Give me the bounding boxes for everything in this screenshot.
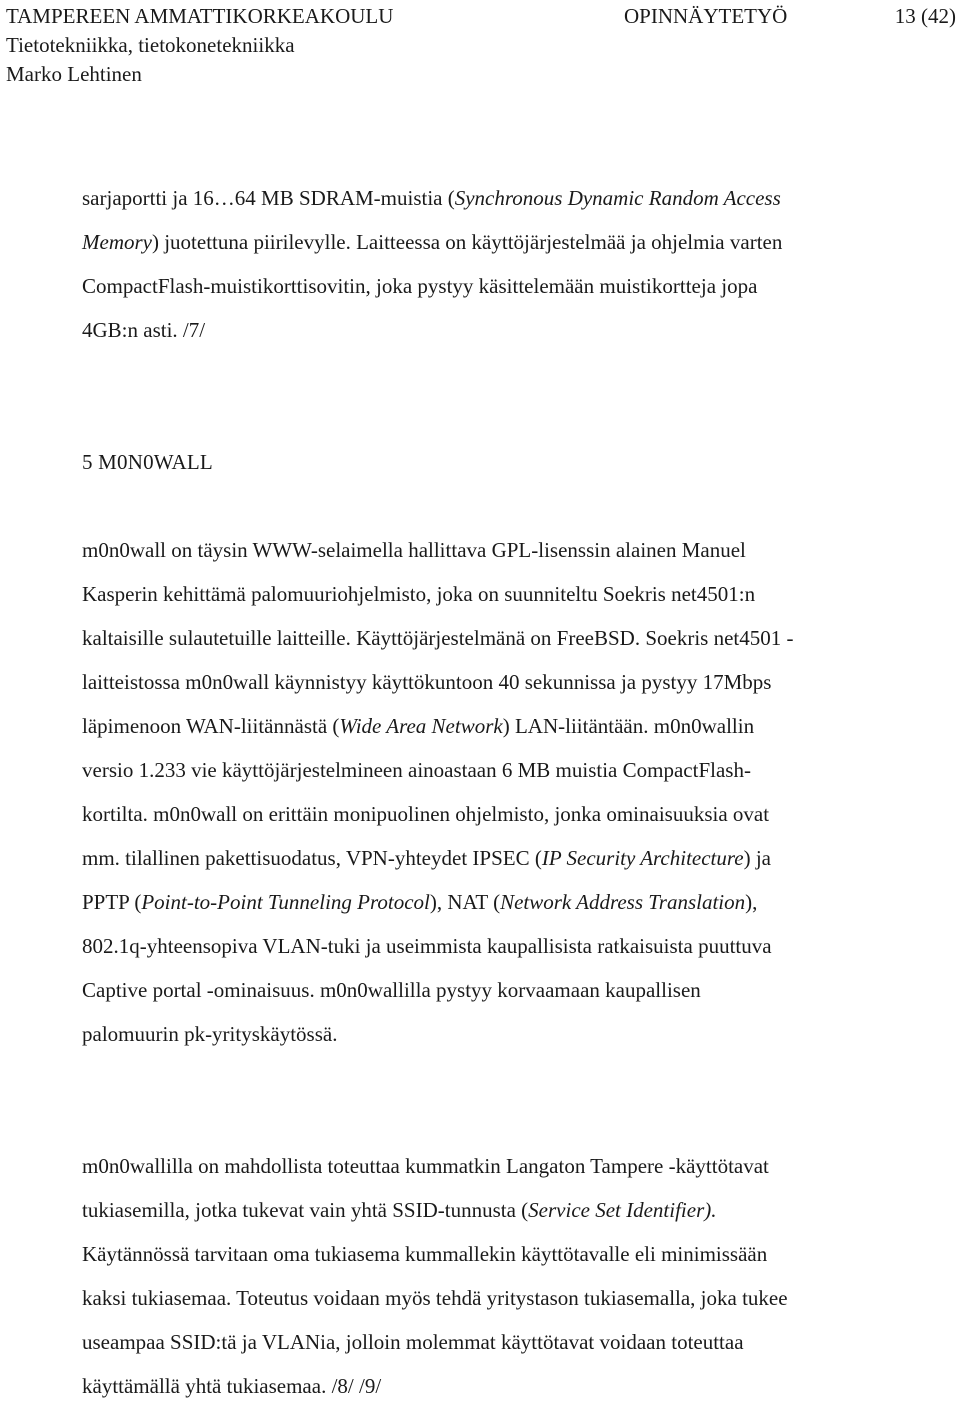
document-body [82,176,942,1408]
text-line: versio 1.233 vie käyttöjärjestelmineen ainoastaan 6 MB muistia CompactFlash- [82,758,751,782]
text-line: kaksi tukiasemaa. Toteutus voidaan myös tehdä yritystason tukiasemalla, joka tukee [82,1286,788,1310]
text-line: CompactFlash-muistikorttisovitin, joka pystyy käsittelemään muistikortteja jopa [82,274,758,298]
header-row-2 [6,29,956,58]
text-line: Captive portal -ominaisuus. m0n0wallilla pystyy korvaamaan kaupallisen [82,978,701,1002]
department: Tietotekniikka, tietokonetekniikka [6,33,295,57]
spacer [82,352,942,440]
spacer [82,484,942,528]
institution-name: TAMPEREEN AMMATTIKORKEAKOULU [6,4,394,28]
paragraph-3 [82,1144,942,1408]
author: Marko Lehtinen [6,62,142,86]
text-line: useampaa SSID:tä ja VLANia, jolloin molemmat käyttötavat voidaan toteuttaa [82,1330,744,1354]
text-line: 802.1q-yhteensopiva VLAN-tuki ja useimmista kaupallisista ratkaisuista puuttuva [82,934,772,958]
italic-term: IP Security Architecture [541,846,744,870]
text-run: läpimenoon WAN-liitännästä ( [82,714,340,738]
text-line: 4GB:n asti. /7/ [82,318,206,342]
text-run: ) juotettuna piirilevylle. Laitteessa on käyttöjärjestelmää ja ohjelmia varten [151,230,783,254]
text-line [82,220,942,264]
italic-term: Wide Area Network [339,714,503,738]
italic-term: Memory [82,230,152,254]
text-run: ) LAN-liitäntään. m0n0wallin [502,714,755,738]
page-number: 13 (42) [894,4,956,28]
text-run: mm. tilallinen pakettisuodatus, VPN-yhteydet IPSEC ( [82,846,542,870]
italic-term: Network Address Translation [500,890,746,914]
text-run: ), [745,890,758,914]
italic-term: Service Set Identifier). [528,1198,717,1222]
text-run: ), NAT ( [429,890,501,914]
text-run: PPTP ( [82,890,142,914]
italic-term: Point-to-Point Tunneling Protocol [141,890,430,914]
text-line: laitteistossa m0n0wall käynnistyy käyttökuntoon 40 sekunnissa ja pystyy 17Mbps [82,670,772,694]
text-line: kaltaisille sulautetuille laitteille. Käyttöjärjestelmänä on FreeBSD. Soekris net4501 - [82,626,794,650]
header-row-3 [6,58,956,87]
text-run: sarjaportti ja 16…64 MB SDRAM-muistia ( [82,186,455,210]
text-line [82,1188,942,1232]
text-line: käyttämällä yhtä tukiasemaa. /8/ /9/ [82,1374,382,1398]
section-heading: 5 M0N0WALL [82,450,213,474]
page-header [6,0,956,87]
paragraph-2 [82,528,942,1056]
text-line [82,880,942,924]
spacer [82,1056,942,1144]
text-run: tukiasemilla, jotka tukevat vain yhtä SSID-tunnusta ( [82,1198,529,1222]
text-line [82,836,942,880]
text-line: kortilta. m0n0wall on erittäin monipuolinen ohjelmisto, jonka ominaisuuksia ovat [82,802,770,826]
italic-term: Synchronous Dynamic Random Access [454,186,781,210]
text-line: m0n0wall on täysin WWW-selaimella hallittava GPL-lisenssin alainen Manuel [82,538,746,562]
header-row-1 [6,0,956,29]
text-line [82,176,942,220]
text-line: palomuurin pk-yrityskäytössä. [82,1022,338,1046]
text-line: Kasperin kehittämä palomuuriohjelmisto, joka on suunniteltu Soekris net4501:n [82,582,756,606]
text-line: m0n0wallilla on mahdollista toteuttaa kummatkin Langaton Tampere -käyttötavat [82,1154,769,1178]
text-line [82,704,942,748]
text-run: ) ja [743,846,772,870]
text-line: Käytännössä tarvitaan oma tukiasema kummallekin käyttötavalle eli minimissään [82,1242,768,1266]
paragraph-1 [82,176,942,352]
document-type: OPINNÄYTETYÖ [624,4,788,28]
